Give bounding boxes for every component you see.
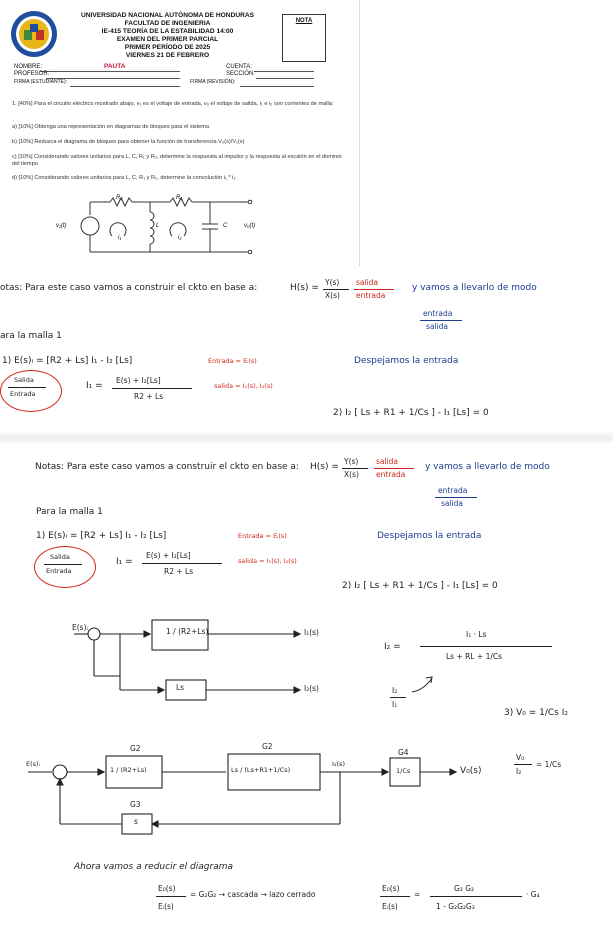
section-underline <box>256 78 314 79</box>
v0-over-i2-numerator: V₀ <box>516 753 525 762</box>
equation-1: 1) E(s)ᵢ = [R2 + Ls] I₁ - I₂ [Ls] <box>36 531 167 541</box>
entrada-text: Entrada <box>46 567 72 575</box>
diagram1-block1: 1 / (R2+Ls) <box>166 627 209 636</box>
equation-1: 1) E(s)ᵢ = [R2 + Ls] I₁ - I₂ [Ls] <box>2 356 133 366</box>
question-c: c) [10%] Considerando valores unitarios para L, C, R₁ y R₂, determine la respuesta al impulso y la respuesta al escalón en el dominio del tiempo <box>12 154 342 167</box>
i2-numerator: I₁ · Ls <box>466 630 487 639</box>
grade-label: NOTA <box>295 18 313 24</box>
despejamos-text: Despejamos la entrada <box>354 356 459 366</box>
ys-label: Y(s) <box>344 457 359 466</box>
reduction-rhs2-denominator: 1 - G₂G₂G₃ <box>436 902 475 911</box>
v0-over-i2-rhs: = 1/Cs <box>536 760 562 769</box>
section-field-label: SECCIÓN: <box>226 71 256 77</box>
salida-def: salida = I₁(s), I₂(s) <box>214 382 273 390</box>
malla-heading: ara la malla 1 <box>0 331 62 341</box>
block-diagram-1 <box>0 610 613 720</box>
header-line: FACULTAD DE INGENIERIA <box>124 20 211 27</box>
grade-box <box>282 14 326 62</box>
diagram2-g2b-block: Ls / (Ls+R1+1/Cs) <box>231 766 291 774</box>
i1-equation: I₁ = <box>116 557 133 567</box>
entrada-text: Entrada <box>10 390 36 398</box>
i2-over-i1-denominator: I₁ <box>392 700 398 709</box>
circuit-label-r1: R₁ <box>176 195 183 201</box>
professor-field-label: PROFESOR: <box>14 71 50 77</box>
header-line: UNIVERSIDAD NACIONAL AUTÓNOMA DE HONDURAS <box>80 12 255 19</box>
diagram2-g2-label: G2 <box>130 744 141 753</box>
equals-sign: = <box>414 890 421 899</box>
i1-denominator: R2 + Ls <box>134 392 164 401</box>
diagram2-input: E(s)ᵢ <box>26 760 40 768</box>
account-underline <box>254 71 314 72</box>
name-field-value: PAUTA <box>104 63 126 70</box>
transfer-formula: H(s) = <box>290 283 319 293</box>
diagram2-g2-block: 1 / (R2+Ls) <box>110 766 147 774</box>
circuit-label-i2: i₂ <box>178 235 182 241</box>
exam-sheet <box>0 0 360 266</box>
salida-label: salida <box>376 457 399 466</box>
circuit-diagram <box>80 190 270 260</box>
fraction-bar <box>430 896 522 897</box>
fraction-bar <box>44 564 82 565</box>
despejamos-text: Despejamos la entrada <box>377 531 482 541</box>
fraction-bar <box>435 497 477 498</box>
i1-numerator: E(s) + I₂[Ls] <box>116 376 161 385</box>
entrada-def: Entrada = Eᵢ(s) <box>238 532 287 540</box>
i2-denominator: Ls + RL + 1/Cs <box>446 652 503 661</box>
reduction-lhs-denominator: Eᵢ(s) <box>158 902 174 911</box>
salida-text: Salida <box>14 376 34 384</box>
fraction-bar <box>112 388 192 389</box>
diagram2-g2b-label: G2 <box>262 742 273 751</box>
question-1: 1. [40%] Para el circuito eléctrico mostrado abajo, v₁ es el voltaje de entrada, v₀ el voltaje de salida, i₁ e i₂ son corrientes de malla: <box>12 101 334 107</box>
block-diagram-2 <box>0 740 613 850</box>
reduction-lhs2-denominator: Eᵢ(s) <box>382 902 398 911</box>
student-signature-label: FIRMA (ESTUDIANTE): <box>14 79 68 85</box>
fraction-bar <box>380 896 410 897</box>
entrada-label: entrada <box>376 470 406 479</box>
diagram2-output: V₀(s) <box>460 766 482 776</box>
diagram1-output1: I₁(s) <box>304 628 319 637</box>
y-vamos-text: y vamos a llevarlo de modo <box>412 283 537 293</box>
fraction-bar <box>8 387 46 388</box>
diagram2-g4-label: G4 <box>398 748 409 757</box>
equation-2: 2) I₂ [ Ls + R1 + 1/Cs ] - I₁ [Ls] = 0 <box>333 408 489 418</box>
malla-heading: Para la malla 1 <box>36 507 103 517</box>
diagram1-input: E(s)ᵢ <box>72 623 88 632</box>
circuit-label-c: C <box>223 223 228 229</box>
diagram2-i2: I₂(s) <box>332 760 345 768</box>
circuit-label-v0: v₀(t) <box>244 223 256 229</box>
notes-intro: Notas: Para este caso vamos a construir el ckto en base a: <box>35 462 299 472</box>
entrada-label-2: entrada <box>423 309 453 318</box>
diagram1-block2: Ls <box>176 683 185 692</box>
name-field-label: NOMBRE: <box>14 64 43 70</box>
reduction-lhs-numerator: E₀(s) <box>158 884 176 893</box>
header-line: PRIMER PERÍODO DE 2025 <box>124 44 211 51</box>
student-signature-underline <box>70 86 180 87</box>
i1-numerator: E(s) + I₂[Ls] <box>146 551 191 560</box>
circuit-label-v1: v₁(t) <box>56 223 67 229</box>
review-signature-underline <box>240 86 314 87</box>
ys-label: Y(s) <box>325 278 340 287</box>
entrada-label-2: entrada <box>438 486 468 495</box>
notes-intro: otas: Para este caso vamos a construir el ckto en base a: <box>0 283 258 293</box>
reduction-rhs2-tail: · G₄ <box>526 890 540 899</box>
reduction-rhs1: = G₂G₂ → cascada → lazo cerrado <box>190 890 316 899</box>
xs-label: X(s) <box>325 291 340 300</box>
salida-text: Salida <box>50 553 70 561</box>
review-signature-label: FIRMA (REVISIÓN): <box>190 79 236 85</box>
entrada-def: Entrada = Eᵢ(s) <box>208 357 257 365</box>
fraction-bar <box>156 896 186 897</box>
salida-label-2: salida <box>426 322 449 331</box>
account-field-label: CUENTA: <box>226 64 252 70</box>
header-line: EXAMEN DEL PRIMER PARCIAL <box>116 36 219 43</box>
section-divider <box>0 430 613 444</box>
diagram1-output2: I₂(s) <box>304 684 319 693</box>
i2-over-i1-numerator: I₂ <box>392 686 398 695</box>
salida-label-2: salida <box>441 499 464 508</box>
header-line: IE-415 TEORÍA DE LA ESTABILIDAD 14:00 <box>101 28 234 35</box>
equation-2: 2) I₂ [ Ls + R1 + 1/Cs ] - I₁ [Ls] = 0 <box>342 581 498 591</box>
equation-3: 3) V₀ = 1/Cs I₂ <box>504 708 568 718</box>
reduction-title: Ahora vamos a reducir el diagrama <box>74 862 233 872</box>
transfer-formula: H(s) = <box>310 462 339 472</box>
diagram2-g4-block: 1/Cs <box>396 767 411 775</box>
circuit-label-l: L <box>156 223 160 229</box>
diagram2-g3-label: G3 <box>130 800 141 809</box>
i1-denominator: R2 + Ls <box>164 567 194 576</box>
fraction-bar <box>420 320 462 321</box>
salida-def: salida = I₁(s), I₂(s) <box>238 557 297 565</box>
circuit-label-i1: i₁ <box>118 235 122 241</box>
question-a: a) [10%] Obtenga una representación en diagramas de bloques para el sistema <box>12 124 210 130</box>
reduction-rhs2-numerator: G₂ G₂ <box>454 884 475 893</box>
question-d: d) [10%] Considerando valores unitarios para L, C, R₁ y R₂, determine la convolución i₁ * i₂ <box>12 175 236 181</box>
fraction-bar <box>323 289 349 290</box>
xs-label: X(s) <box>344 470 359 479</box>
salida-label: salida <box>356 278 379 287</box>
fraction-bar <box>142 563 222 564</box>
v0-over-i2-denominator: I₂ <box>516 767 522 776</box>
circuit-label-r2: R₂ <box>116 195 123 201</box>
university-seal-icon <box>10 10 58 58</box>
question-b: b) [10%] Reduzca el diagrama de bloques para obtener la función de transferencia V₀(s)/V₁(s) <box>12 139 245 145</box>
reduction-lhs2-numerator: E₀(s) <box>382 884 400 893</box>
i2-equation: I₂ = <box>384 642 401 652</box>
i1-equation: I₁ = <box>86 381 103 391</box>
entrada-label: entrada <box>356 291 386 300</box>
fraction-bar <box>374 468 414 469</box>
diagram2-g3-block: s <box>134 817 138 826</box>
fraction-bar <box>354 289 394 290</box>
name-underline <box>40 71 180 72</box>
y-vamos-text: y vamos a llevarlo de modo <box>425 462 550 472</box>
header-line: VIERNES 21 DE FEBRERO <box>125 52 210 59</box>
fraction-bar <box>342 468 368 469</box>
